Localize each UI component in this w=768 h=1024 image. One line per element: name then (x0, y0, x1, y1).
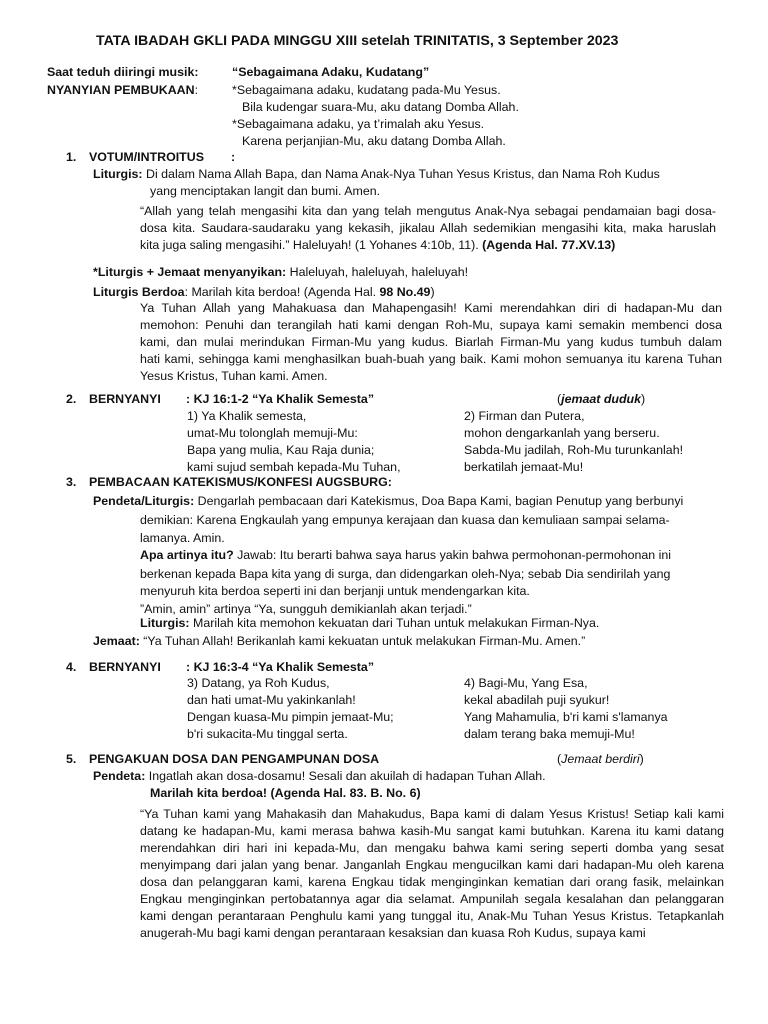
hymn-verse-line: Dengan kuasa-Mu pimpin jemaat-Mu; (187, 710, 394, 724)
hymn-verse-line: umat-Mu tolonglah memuji-Mu: (187, 426, 358, 440)
hymn-verse-line: dan hati umat-Mu yakinkanlah! (187, 693, 356, 707)
section-4-song: : KJ 16:3-4 “Ya Khalik Semesta” (186, 660, 375, 674)
section-1-heading: VOTUM/INTROITUS (89, 150, 204, 164)
prayer-line: Yesus Kristus, Tuhan kami. Amen. (140, 369, 328, 383)
hymn-verse-line: kami sujud sembah kepada-Mu Tuhan, (187, 460, 401, 474)
confession-line: merendahkan diri hari ini kepada-Mu, dan mengaku bahwa kami sering seperti domba yang sesat (140, 841, 724, 855)
pendeta-line: Pendeta: Ingatlah akan dosa-dosamu! Sesali dan akuilah di hadapan Tuhan Allah. (93, 769, 546, 783)
pembukaan-line: Karena perjanjian-Mu, aku datang Domba Allah. (242, 134, 506, 148)
saat-teduh-song: “Sebagaimana Adaku, Kudatang” (232, 65, 430, 79)
prayer-line: kami, dan mulai merindukan Firman-Mu yang kudus. Biarlah Firman-Mu yang kudus tumbuh dalam (140, 335, 722, 349)
hymn-verse-line: berkatilah jemaat-Mu! (464, 460, 584, 474)
votum-line: yang menciptakan langit dan bumi. Amen. (150, 184, 381, 198)
section-5-posture: (Jemaat berdiri) (557, 752, 644, 766)
saat-teduh-label: Saat teduh diiringi musik: (47, 65, 199, 79)
confession-line: kami dengan perantaraan Penghulu kami yang tunggal itu, Anak-Mu Tuhan Yesus Kristus. Tetapkanlah (140, 909, 724, 923)
hymn-verse-line: Sabda-Mu jadilah, Roh-Mu turunkanlah! (464, 443, 684, 457)
section-5-heading: PENGAKUAN DOSA DAN PENGAMPUNAN DOSA (89, 752, 380, 766)
page-title: TATA IBADAH GKLI PADA MINGGU XIII setelah TRINITATIS, 3 September 2023 (96, 33, 619, 49)
katekismus-line: ”Amin, amin” artinya “Ya, sungguh demikianlah akan terjadi.” (140, 602, 472, 616)
section-2-heading: BERNYANYI (89, 392, 161, 406)
section-2-posture: (jemaat duduk) (557, 392, 646, 406)
katekismus-line: demikian: Karena Engkaulah yang empunya kerajaan dan kuasa dan kemuliaan sampai selama- (140, 513, 670, 527)
marilah-berdoa: Marilah kita berdoa! (Agenda Hal. 83. B. No. 6) (150, 786, 421, 800)
section-3-heading: PEMBACAAN KATEKISMUS/KONFESI AUGSBURG: (89, 475, 392, 489)
confession-line: datang ke hadapan-Mu, kami merasa bahwa kasih-Mu sangat kami butuhkan. Karena itu kami datang (140, 824, 724, 838)
pembukaan-line: *Sebagaimana adaku, kudatang pada-Mu Yesus. (232, 83, 501, 97)
introitus-line: dosa kita. Saudara-saudaraku yang kekasih, jikalau Allah sedemikian mengasihi kita, maka haruslah (140, 221, 716, 235)
hymn-verse-line: 2) Firman dan Putera, (464, 409, 585, 423)
section-2-song: : KJ 16:1-2 “Ya Khalik Semesta” (186, 392, 375, 406)
prayer-line: Ya Tuhan Allah yang Mahakuasa dan Mahapengasih! Kami merendahkan diri di hadapan-Mu dan (140, 301, 722, 315)
hymn-verse-line: 4) Bagi-Mu, Yang Esa, (464, 676, 588, 690)
section-3-number: 3. (66, 475, 77, 489)
confession-line: Engkau menginginkan pertobatannya agar dia selamat. Ampunilah segala kesalahan dan pelanggaran (140, 892, 724, 906)
section-1-number: 1. (66, 150, 77, 164)
katekismus-line: berkenan kepada Bapa kita yang di surga, dan didengarkan oleh-Nya; sebab Dia sendirilah yang (140, 567, 671, 581)
pembukaan-line: Bila kudengar suara-Mu, aku datang Domba Allah. (242, 100, 519, 114)
hymn-verse-line: 3) Datang, ya Roh Kudus, (187, 676, 330, 690)
hymn-verse-line: mohon dengarkanlah yang berseru. (464, 426, 660, 440)
katekismus-line: Apa artinya itu? Jawab: Itu berarti bahwa saya harus yakin bahwa permohonan-permohonan ini (140, 548, 672, 562)
confession-line: dosa dan pelanggaran kami, karena Engkau tidak menginginkan kematian dari orang fasik, melainkan (140, 875, 724, 889)
katekismus-line: Pendeta/Liturgis: Dengarlah pembacaan dari Katekismus, Doa Bapa Kami, bagian Penutup yang berbunyi (93, 494, 684, 508)
hymn-verse-line: dalam terang baka memuji-Mu! (464, 727, 635, 741)
katekismus-line: lamanya. Amin. (140, 531, 225, 545)
nyanyian-pembukaan-label: NYANYIAN PEMBUKAAN: (47, 83, 199, 97)
pembukaan-line: *Sebagaimana adaku, ya t’rimalah aku Yesus. (232, 117, 485, 131)
hymn-verse-line: kekal abadilah puji syukur! (464, 693, 610, 707)
section-4-heading: BERNYANYI (89, 660, 161, 674)
section-1-colon: : (231, 150, 236, 164)
introitus-line: “Allah yang telah mengasihi kita dan yang telah mengutus Anak-Nya sebagai pendamaian bagi dosa- (140, 204, 716, 218)
section-4-number: 4. (66, 660, 77, 674)
introitus-line: kita juga saling mengasihi.” Haleluyah! (1 Yohanes 4:10b, 11). (Agenda Hal. 77.XV.13) (140, 238, 616, 252)
prayer-line: hati kami, sehingga kami menghasilkan buah-buah yang baik. Kami mohon semuanya itu karena Tuhan (140, 352, 722, 366)
section-2-number: 2. (66, 392, 77, 406)
jemaat-line: Jemaat: “Ya Tuhan Allah! Berikanlah kami kekuatan untuk melakukan Firman-Mu. Amen.” (93, 634, 586, 648)
katekismus-line: menyuruh kita berdoa seperti ini dan berjanji untuk mendengarkan kita. (140, 584, 530, 598)
section-5-number: 5. (66, 752, 77, 766)
confession-line: menyimpang dari jalan yang benar. Janganlah Engkau mengucilkan kami dari hadapan-Mu oleh karena (140, 858, 724, 872)
liturgis-jemaat-sing: *Liturgis + Jemaat menyanyikan: Haleluyah, haleluyah, haleluyah! (93, 265, 469, 279)
hymn-verse-line: Bapa yang mulia, Kau Raja dunia; (187, 443, 375, 457)
confession-line: “Ya Tuhan kami yang Mahakasih dan Mahakudus, Bapa kami di dalam Yesus Kristus! Setiap kali kami (140, 807, 724, 821)
liturgis-berdoa: Liturgis Berdoa: Marilah kita berdoa! (Agenda Hal. 98 No.49) (93, 285, 435, 299)
prayer-line: memohon: Penuhi dan terangilah hati kami dengan Roh-Mu, supaya kami semakin membenci dosa (140, 318, 722, 332)
liturgis-line: Liturgis: Marilah kita memohon kekuatan dari Tuhan untuk melakukan Firman-Nya. (140, 616, 600, 630)
hymn-verse-line: b'ri sukacita-Mu tinggal serta. (187, 727, 348, 741)
hymn-verse-line: 1) Ya Khalik semesta, (187, 409, 307, 423)
votum-line: Liturgis: Di dalam Nama Allah Bapa, dan Nama Anak-Nya Tuhan Yesus Kristus, dan Nama Roh Kudus (93, 167, 660, 181)
confession-line: anugerah-Mu bagi kami dengan perantaraan kesaksian dan kuasa Roh Kudus, supaya kami (140, 926, 646, 940)
hymn-verse-line: Yang Mahamulia, b'ri kami s'lamanya (464, 710, 668, 724)
